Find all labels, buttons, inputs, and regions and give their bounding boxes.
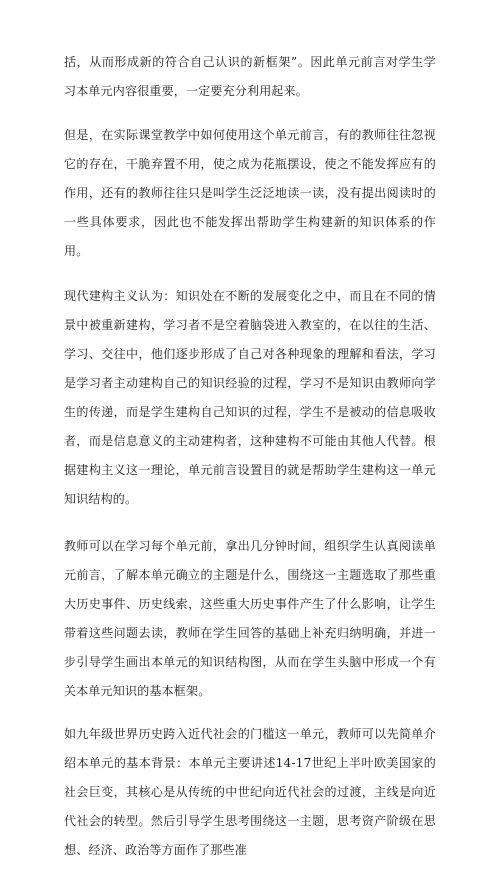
paragraph-2: 但是，在实际课堂教学中如何使用这个单元前言，有的教师往往忽视它的存在，干脆弃置不用，使之成为花瓶摆设，使之不能发挥应有的作用，还有的教师往往只是叫学生泛泛地读一读，没有提出阅读时的一些具体要求，因此也不能发挥出帮助学生构建新的知识体系的作用。	[64, 128, 436, 258]
paragraph-3: 现代建构主义认为：知识处在不断的发展变化之中，而且在不同的情景中被重新建构，学习者不是空着脑袋进入教室的，在以往的生活、学习、交往中，他们逐步形成了自己对各种现象的理解和看法，学习是学习者主动建构自己的知识经验的过程，学习不是知识由教师向学生的传递，而是学生建构自己知识的过程，学生不是被动的信息吸收者，而是信息意义的主动建构者，这种建构不可能由其他人代替。根据建构主义这一理论，单元前言设置目的就是帮助学生建构这一单元知识结构的。	[64, 289, 436, 506]
paragraph-5: 如九年级世界历史跨入近代社会的门槛这一单元，教师可以先简单介绍本单元的基本背景：本单元主要讲述14-17世纪上半叶欧美国家的社会巨变，其核心是从传统的中世纪向近代社会的过渡，主线是向近代社会的转型。然后引导学生思考围绕这一主题，思考资产阶级在思想、经济、政治等方面作了那些准	[64, 727, 436, 857]
paragraph-4: 教师可以在学习每个单元前，拿出几分钟时间，组织学生认真阅读单元前言，了解本单元确立的主题是什么，围绕这一主题选取了那些重大历史事件、历史线索，这些重大历史事件产生了什么影响，让学生带着这些问题去读，教师在学生回答的基础上补充归纳明确，并进一步引导学生画出本单元的知识结构图，从而在学生头脑中形成一个有关本单元知识的基本框架。	[64, 539, 436, 698]
paragraph-1: 括，从而形成新的符合自己认识的新框架”。因此单元前言对学生学习本单元内容很重要，一定要充分利用起来。	[64, 55, 436, 98]
document-body	[64, 48, 436, 885]
